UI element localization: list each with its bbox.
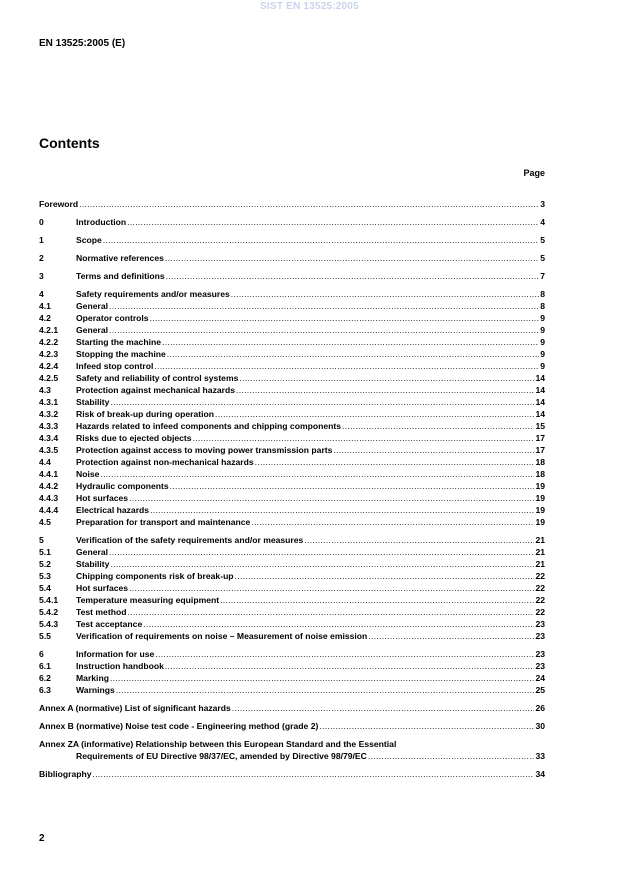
toc-entry[interactable] (39, 336, 545, 348)
dot-leader (215, 408, 534, 420)
toc-entry-number: 6 (39, 649, 44, 659)
toc-entry-page: 21 (535, 559, 545, 569)
toc-entry-page: 22 (535, 595, 545, 605)
dot-leader (236, 384, 534, 396)
toc-entry[interactable] (39, 594, 545, 606)
toc-entry[interactable] (39, 216, 545, 228)
dot-leader (368, 630, 534, 642)
toc-entry-title: Hot surfaces (76, 583, 129, 593)
dot-leader (232, 702, 535, 714)
toc-entry-title: Introduction (76, 217, 127, 227)
dot-leader (129, 582, 534, 594)
toc-entry-page: 5 (540, 235, 545, 245)
toc-entry-title: Chipping components risk of break-up (76, 571, 234, 581)
page-number: 2 (39, 833, 45, 844)
dot-leader (167, 348, 539, 360)
toc-entry[interactable] (39, 198, 545, 210)
dot-leader (110, 396, 534, 408)
page-column-label: Page (523, 168, 545, 178)
dot-leader (129, 492, 534, 504)
toc-entry-number: 6.2 (39, 673, 51, 683)
toc-entry-number: 5.1 (39, 547, 51, 557)
toc-entry[interactable] (39, 396, 545, 408)
dot-leader (127, 606, 534, 618)
toc-entry-title: Test acceptance (76, 619, 143, 629)
toc-entry-number: 4.4.1 (39, 469, 59, 479)
toc-entry-page: 9 (540, 325, 545, 335)
toc-entry-title: Normative references (76, 253, 164, 263)
toc-entry-page: 23 (535, 631, 545, 641)
toc-entry-title: Temperature measuring equipment (76, 595, 220, 605)
dot-leader (255, 456, 535, 468)
toc-entry[interactable] (39, 312, 545, 324)
toc-entry[interactable] (39, 252, 545, 264)
toc-entry-number: 4.3.3 (39, 421, 59, 431)
dot-leader (155, 648, 534, 660)
toc-entry-number: 0 (39, 217, 44, 227)
toc-entry-title: Marking (76, 673, 109, 683)
toc-entry[interactable] (39, 738, 545, 762)
dot-leader (165, 252, 539, 264)
toc-entry-title: Bibliography (39, 769, 92, 779)
toc-entry-number: 4.3 (39, 385, 51, 395)
toc-entry[interactable] (39, 720, 545, 732)
toc-entry[interactable] (39, 768, 545, 780)
toc-entry-number: 4.4.3 (39, 493, 59, 503)
toc-entry-page: 18 (535, 469, 545, 479)
toc-entry[interactable] (39, 660, 545, 672)
dot-leader (166, 270, 540, 282)
toc-entry-number: 1 (39, 235, 44, 245)
toc-entry[interactable] (39, 546, 545, 558)
toc-entry[interactable] (39, 384, 545, 396)
toc-entry-page: 17 (535, 433, 545, 443)
toc-entry-number: 4.5 (39, 517, 51, 527)
dot-leader (165, 660, 535, 672)
toc-entry-page: 8 (540, 289, 545, 299)
dot-leader (193, 432, 535, 444)
toc-entry-title: Safety and reliability of control systems (76, 373, 239, 383)
toc-entry-page: 19 (535, 481, 545, 491)
dot-leader (220, 594, 534, 606)
toc-entry[interactable] (39, 372, 545, 384)
toc-entry-number: 5.5 (39, 631, 51, 641)
toc-entry-title: Verification of requirements on noise – Measurement of noise emission (76, 631, 368, 641)
toc-entry-number: 4.2.5 (39, 373, 59, 383)
dot-leader (79, 198, 539, 210)
toc-entry[interactable] (39, 480, 545, 492)
toc-entry[interactable] (39, 270, 545, 282)
toc-entry-title: Protection against non-mechanical hazards (76, 457, 254, 467)
toc-entry-page: 18 (535, 457, 545, 467)
toc-entry[interactable] (39, 324, 545, 336)
toc-entry-page: 22 (535, 571, 545, 581)
toc-entry-title: Scope (76, 235, 102, 245)
toc-entry-title: Operator controls (76, 313, 149, 323)
dot-leader (93, 768, 535, 780)
toc-entry-title: Noise (76, 469, 100, 479)
toc-entry-number: 5.4.3 (39, 619, 59, 629)
toc-entry-title: Protection against access to moving power transmission parts (76, 445, 333, 455)
toc-entry-number: 4.3.1 (39, 397, 59, 407)
toc-entry[interactable] (39, 516, 545, 528)
toc-entry-title: Starting the machine (76, 337, 161, 347)
toc-entry-title: General (76, 325, 109, 335)
toc-entry-number: 5 (39, 535, 44, 545)
toc-entry-page: 9 (540, 313, 545, 323)
toc-entry-number: 4.4 (39, 457, 51, 467)
toc-entry-title: Terms and definitions (76, 271, 165, 281)
toc-entry-title: Verification of the safety requirements and/or measures (76, 535, 304, 545)
toc-entry[interactable] (39, 504, 545, 516)
toc-entry-title-continued: Requirements of EU Directive 98/37/EC, amended by Directive 98/79/EC (76, 751, 367, 761)
toc-entry-title: Preparation for transport and maintenance (76, 517, 251, 527)
toc-entry-page: 23 (535, 649, 545, 659)
dot-leader (235, 570, 535, 582)
toc-entry-page: 19 (535, 517, 545, 527)
toc-entry[interactable] (39, 456, 545, 468)
toc-entry[interactable] (39, 582, 545, 594)
toc-entry-title: Safety requirements and/or measures (76, 289, 230, 299)
toc-entry[interactable] (39, 234, 545, 246)
toc-entry-page: 3 (540, 199, 545, 209)
toc-entry-page: 9 (540, 361, 545, 371)
toc-entry[interactable] (39, 432, 545, 444)
toc-entry-page: 21 (535, 547, 545, 557)
toc-entry-page: 17 (535, 445, 545, 455)
toc-entry-number: 3 (39, 271, 44, 281)
toc-entry-page: 25 (535, 685, 545, 695)
dot-leader (110, 672, 534, 684)
toc-entry-page: 5 (540, 253, 545, 263)
toc-entry-title: Warnings (76, 685, 115, 695)
toc-entry-title: Annex ZA (informative) Relationship between this European Standard and the Essential (39, 739, 397, 749)
toc-entry-title: Foreword (39, 199, 79, 209)
dot-leader (333, 444, 534, 456)
toc-entry-number: 5.4 (39, 583, 51, 593)
toc-entry-number: 4.2.1 (39, 325, 59, 335)
toc-entry-title: Hazards related to infeed components and chipping components (76, 421, 342, 431)
toc-entry-title: Protection against mechanical hazards (76, 385, 236, 395)
toc-entry-title: Annex B (normative) Noise test code - Engineering method (grade 2) (39, 721, 319, 731)
toc-entry-number: 4.3.5 (39, 445, 59, 455)
toc-entry[interactable] (39, 618, 545, 630)
toc-entry-page: 22 (535, 607, 545, 617)
toc-entry-page: 34 (535, 769, 545, 779)
toc-entry-page: 30 (535, 721, 545, 731)
table-of-contents (39, 198, 545, 780)
toc-entry-title: Stopping the machine (76, 349, 166, 359)
dot-leader (150, 504, 534, 516)
dot-leader (109, 300, 539, 312)
toc-entry[interactable] (39, 408, 545, 420)
dot-leader (150, 312, 540, 324)
toc-entry-number: 4.3.4 (39, 433, 59, 443)
toc-entry-number: 4.2.3 (39, 349, 59, 359)
toc-entry-title: Risks due to ejected objects (76, 433, 192, 443)
toc-entry-page: 24 (535, 673, 545, 683)
toc-entry-title: Infeed stop control (76, 361, 154, 371)
toc-entry-page: 19 (535, 505, 545, 515)
toc-entry[interactable] (39, 630, 545, 642)
toc-entry-number: 5.4.2 (39, 607, 59, 617)
toc-entry[interactable] (39, 534, 545, 546)
toc-entry-number: 4.2.4 (39, 361, 59, 371)
toc-entry-page: 23 (535, 619, 545, 629)
dot-leader (116, 684, 535, 696)
toc-entry-number: 6.3 (39, 685, 51, 695)
toc-entry-page: 7 (540, 271, 545, 281)
toc-entry-page: 22 (535, 583, 545, 593)
document-header: EN 13525:2005 (E) (39, 38, 126, 49)
toc-entry-number: 4.1 (39, 301, 51, 311)
toc-entry[interactable] (39, 300, 545, 312)
dot-leader (109, 546, 534, 558)
dot-leader (251, 516, 534, 528)
toc-entry-title: Hydraulic components (76, 481, 169, 491)
toc-entry-page: 14 (535, 385, 545, 395)
toc-entry[interactable] (39, 558, 545, 570)
toc-entry-number: 4 (39, 289, 44, 299)
toc-entry-title: Stability (76, 397, 110, 407)
toc-entry-title: Stability (76, 559, 110, 569)
toc-entry-page: 33 (535, 751, 545, 761)
toc-entry-number: 4.2 (39, 313, 51, 323)
toc-entry-title: Test method (76, 607, 127, 617)
dot-leader (170, 480, 535, 492)
toc-entry-number: 5.3 (39, 571, 51, 581)
toc-entry-page: 9 (540, 337, 545, 347)
dot-leader (103, 234, 539, 246)
toc-entry[interactable] (39, 684, 545, 696)
toc-entry[interactable] (39, 606, 545, 618)
toc-entry-page: 21 (535, 535, 545, 545)
toc-entry-number: 4.4.4 (39, 505, 59, 515)
toc-entry[interactable] (39, 570, 545, 582)
toc-entry-number: 5.2 (39, 559, 51, 569)
toc-entry-title: Risk of break-up during operation (76, 409, 214, 419)
toc-entry-title: Hot surfaces (76, 493, 129, 503)
toc-entry-title: Annex A (normative) List of significant hazards (39, 703, 231, 713)
toc-entry-number: 2 (39, 253, 44, 263)
dot-leader (231, 288, 539, 300)
toc-entry[interactable] (39, 444, 545, 456)
toc-entry-number: 6.1 (39, 661, 51, 671)
toc-entry[interactable] (39, 348, 545, 360)
toc-entry-number: 4.3.2 (39, 409, 59, 419)
dot-leader (109, 324, 539, 336)
toc-entry-page: 4 (540, 217, 545, 227)
toc-entry[interactable] (39, 468, 545, 480)
dot-leader (162, 336, 539, 348)
dot-leader (368, 750, 535, 762)
dot-leader (239, 372, 534, 384)
toc-entry-title: Instruction handbook (76, 661, 164, 671)
toc-entry[interactable] (39, 420, 545, 432)
toc-entry-number: 4.2.2 (39, 337, 59, 347)
toc-entry[interactable] (39, 702, 545, 714)
toc-entry-page: 26 (535, 703, 545, 713)
toc-entry-page: 23 (535, 661, 545, 671)
toc-entry-page: 15 (535, 421, 545, 431)
toc-entry-number: 5.4.1 (39, 595, 59, 605)
dot-leader (143, 618, 534, 630)
toc-entry[interactable] (39, 648, 545, 660)
toc-entry-title: General (76, 547, 109, 557)
watermark: SIST EN 13525:2005 (260, 1, 359, 12)
toc-entry-number: 4.4.2 (39, 481, 59, 491)
toc-entry-page: 9 (540, 349, 545, 359)
dot-leader (342, 420, 534, 432)
dot-leader (154, 360, 539, 372)
dot-leader (110, 558, 534, 570)
dot-leader (319, 720, 534, 732)
toc-entry-title: Electrical hazards (76, 505, 150, 515)
toc-entry[interactable] (39, 492, 545, 504)
contents-heading: Contents (39, 135, 100, 151)
toc-entry-page: 14 (535, 409, 545, 419)
toc-entry-page: 14 (535, 373, 545, 383)
toc-entry[interactable] (39, 672, 545, 684)
toc-entry-page: 14 (535, 397, 545, 407)
dot-leader (100, 468, 534, 480)
dot-leader (127, 216, 539, 228)
toc-entry-title: Information for use (76, 649, 155, 659)
toc-entry[interactable] (39, 288, 545, 300)
toc-entry-page: 19 (535, 493, 545, 503)
toc-entry[interactable] (39, 360, 545, 372)
toc-entry-title: General (76, 301, 109, 311)
dot-leader (304, 534, 534, 546)
toc-entry-page: 8 (540, 301, 545, 311)
